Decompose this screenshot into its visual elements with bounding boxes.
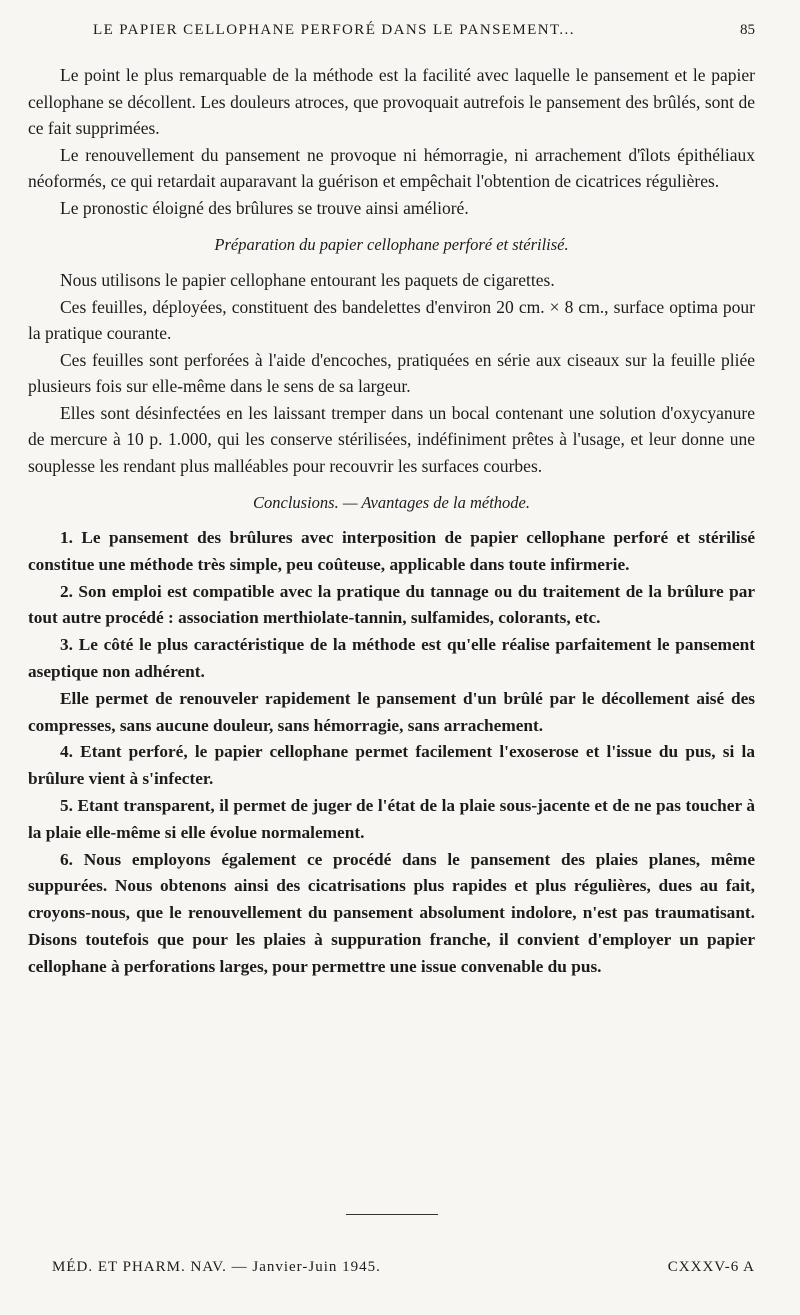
section-heading-conclusions: Conclusions. — Avantages de la méthode. (253, 493, 530, 512)
conclusion-item: 6. Nous employons également ce procédé dans le pansement des plaies planes, même suppurées. Nous obtenons ainsi des cicatrisations plus rapides et plus régulières, dues au fait, croyons-nous, que le renouvellement du pansement absolument indolore, n'est pas traumatisant. Disons toutefois que pour les plaies à suppuration franche, il convient d'employer un papier cellophane à perforations larges, pour permettre une issue convenable du pus. (28, 849, 755, 976)
conclusions-section (28, 525, 755, 981)
running-header (93, 22, 755, 39)
article-body (28, 62, 755, 981)
header-title: LE PAPIER CELLOPHANE PERFORÉ DANS LE PANSEMENT... (93, 22, 575, 38)
section-heading-preparation: Préparation du papier cellophane perforé et stérilisé. (214, 235, 569, 254)
page-number: 85 (740, 22, 755, 38)
conclusion-item: Elle permet de renouveler rapidement le pansement d'un brûlé par le décollement aisé des compresses, sans aucune douleur, sans hémorragie, sans arrachement. (28, 688, 755, 735)
conclusion-item: 4. Etant perforé, le papier cellophane permet facilement l'exoserose et l'issue du pus, si la brûlure vient à s'infecter. (28, 742, 755, 789)
paragraph: Le point le plus remarquable de la méthode est la facilité avec laquelle le pansement et le papier cellophane se décollent. Les douleurs atroces, que provoquait autrefois le pansement des brûlés, sont de ce fait supprimées. (28, 65, 755, 138)
preparation-section (28, 267, 755, 479)
paragraph: Le pronostic éloigné des brûlures se trouve ainsi amélioré. (60, 197, 469, 218)
conclusion-item: 5. Etant transparent, il permet de juger de l'état de la plaie sous-jacente et de ne pas toucher à la plaie elle-même si elle évolue normalement. (28, 795, 755, 842)
conclusion-item: 3. Le côté le plus caractéristique de la méthode est qu'elle réalise parfaitement le pansement aseptique non adhérent. (28, 635, 755, 681)
end-rule (346, 1214, 438, 1215)
conclusion-item: 1. Le pansement des brûlures avec interposition de papier cellophane perforé et stérilisé constitue une méthode très simple, peu coûteuse, applicable dans toute infirmerie. (28, 528, 755, 574)
conclusion-item: 2. Son emploi est compatible avec la pratique du tannage ou du traitement de la brûlure par tout autre procédé : association merthiolate-tannin, sulfamides, colorants, etc. (28, 581, 755, 628)
paragraph: Ces feuilles sont perforées à l'aide d'encoches, pratiquées en série aux ciseaux sur la feuille pliée plusieurs fois sur elle-même dans le sens de sa largeur. (28, 349, 755, 396)
paragraph: Nous utilisons le papier cellophane entourant les paquets de cigarettes. (60, 270, 555, 290)
intro-section (28, 62, 755, 221)
paragraph: Le renouvellement du pansement ne provoque ni hémorragie, ni arrachement d'îlots épithéliaux néoformés, ce qui retardait auparavant la guérison et empêchait l'obtention de cicatrices régulières. (28, 144, 755, 191)
page-footer (52, 1259, 755, 1276)
document-page (28, 0, 755, 1315)
paragraph: Ces feuilles, déployées, constituent des bandelettes d'environ 20 cm. × 8 cm., surface optima pour la pratique courante. (28, 296, 755, 343)
journal-reference: MÉD. ET PHARM. NAV. — Janvier-Juin 1945. (52, 1259, 381, 1275)
paragraph: Elles sont désinfectées en les laissant tremper dans un bocal contenant une solution d'oxycyanure de mercure à 10 p. 1.000, qui les conserve stérilisées, indéfiniment prêtes à l'usage, et leur donne une souplesse les rendant plus malléables pour recouvrir les surfaces courbes. (28, 402, 755, 476)
signature-mark: CXXXV-6 A (667, 1259, 755, 1275)
